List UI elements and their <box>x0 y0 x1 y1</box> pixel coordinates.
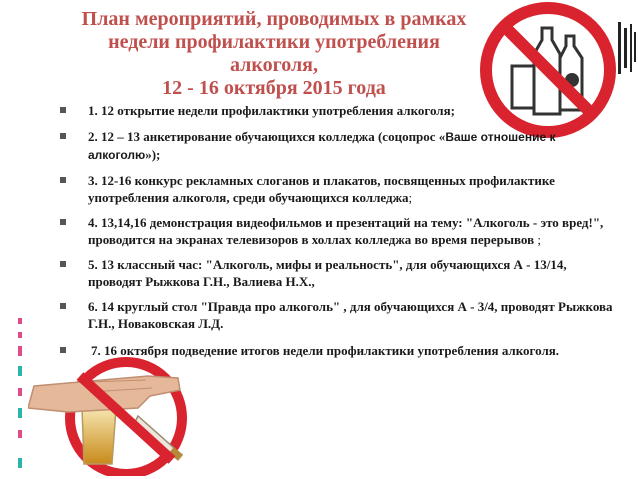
item-text-quote: Ваше отношение к алкоголю <box>88 130 556 162</box>
title-line-3: алкоголя, <box>229 54 319 76</box>
slide-title <box>48 8 500 100</box>
bullet-icon <box>60 177 66 183</box>
list-item <box>60 102 616 119</box>
bullet-icon <box>60 219 66 225</box>
item-text-end: ; <box>537 232 542 247</box>
title-line-1: План мероприятий, проводимых в рамках <box>81 8 467 30</box>
bullet-icon <box>60 303 66 309</box>
bullet-icon <box>60 107 66 113</box>
item-text: 7. 16 октября подведение итогов недели профилактики употребления алкоголя. <box>91 343 560 358</box>
bullet-icon <box>60 133 66 139</box>
title-line-4: 12 - 16 октября 2015 года <box>162 77 386 99</box>
bullet-icon <box>60 347 66 353</box>
item-text-end: ; <box>408 190 413 205</box>
list-item <box>60 342 616 359</box>
list-item <box>60 256 616 290</box>
bullet-icon <box>60 261 66 267</box>
item-text: 3. 12-16 конкурс рекламных слоганов и плакатов, посвященных профилактике употребления алкоголя, среди обучающихся колледжа <box>88 173 555 205</box>
list-item <box>60 298 616 332</box>
item-text: 1. 12 открытие недели профилактики употребления алкоголя; <box>88 103 455 118</box>
item-text: 4. 13,14,16 демонстрация видеофильмов и презентаций на тему: "Алкоголь - это вред!", проводится на экранах телевизоров в холлах колледжа во время перерывов <box>88 215 604 247</box>
title-line-2: недели профилактики употребления <box>108 31 440 53</box>
left-decor-stripes <box>0 318 26 479</box>
item-text: 5. 13 классный час: "Алкоголь, мифы и реальность", для обучающихся А - 13/14, проводят Рыжкова Г.Н., Валиева Н.Х., <box>88 257 567 289</box>
list-item <box>60 214 616 248</box>
events-list <box>60 102 616 369</box>
item-text-end: »); <box>145 147 161 162</box>
list-item <box>60 172 616 206</box>
list-item <box>60 128 616 164</box>
item-text: 2. 12 – 13 анкетирование обучающихся колледжа (соцопрос « <box>88 129 446 144</box>
item-text: 6. 14 круглый стол "Правда про алкоголь" , для обучающихся А - 3/4, проводят Рыжкова Г.Н., Новаковская Л.Д. <box>88 299 613 331</box>
